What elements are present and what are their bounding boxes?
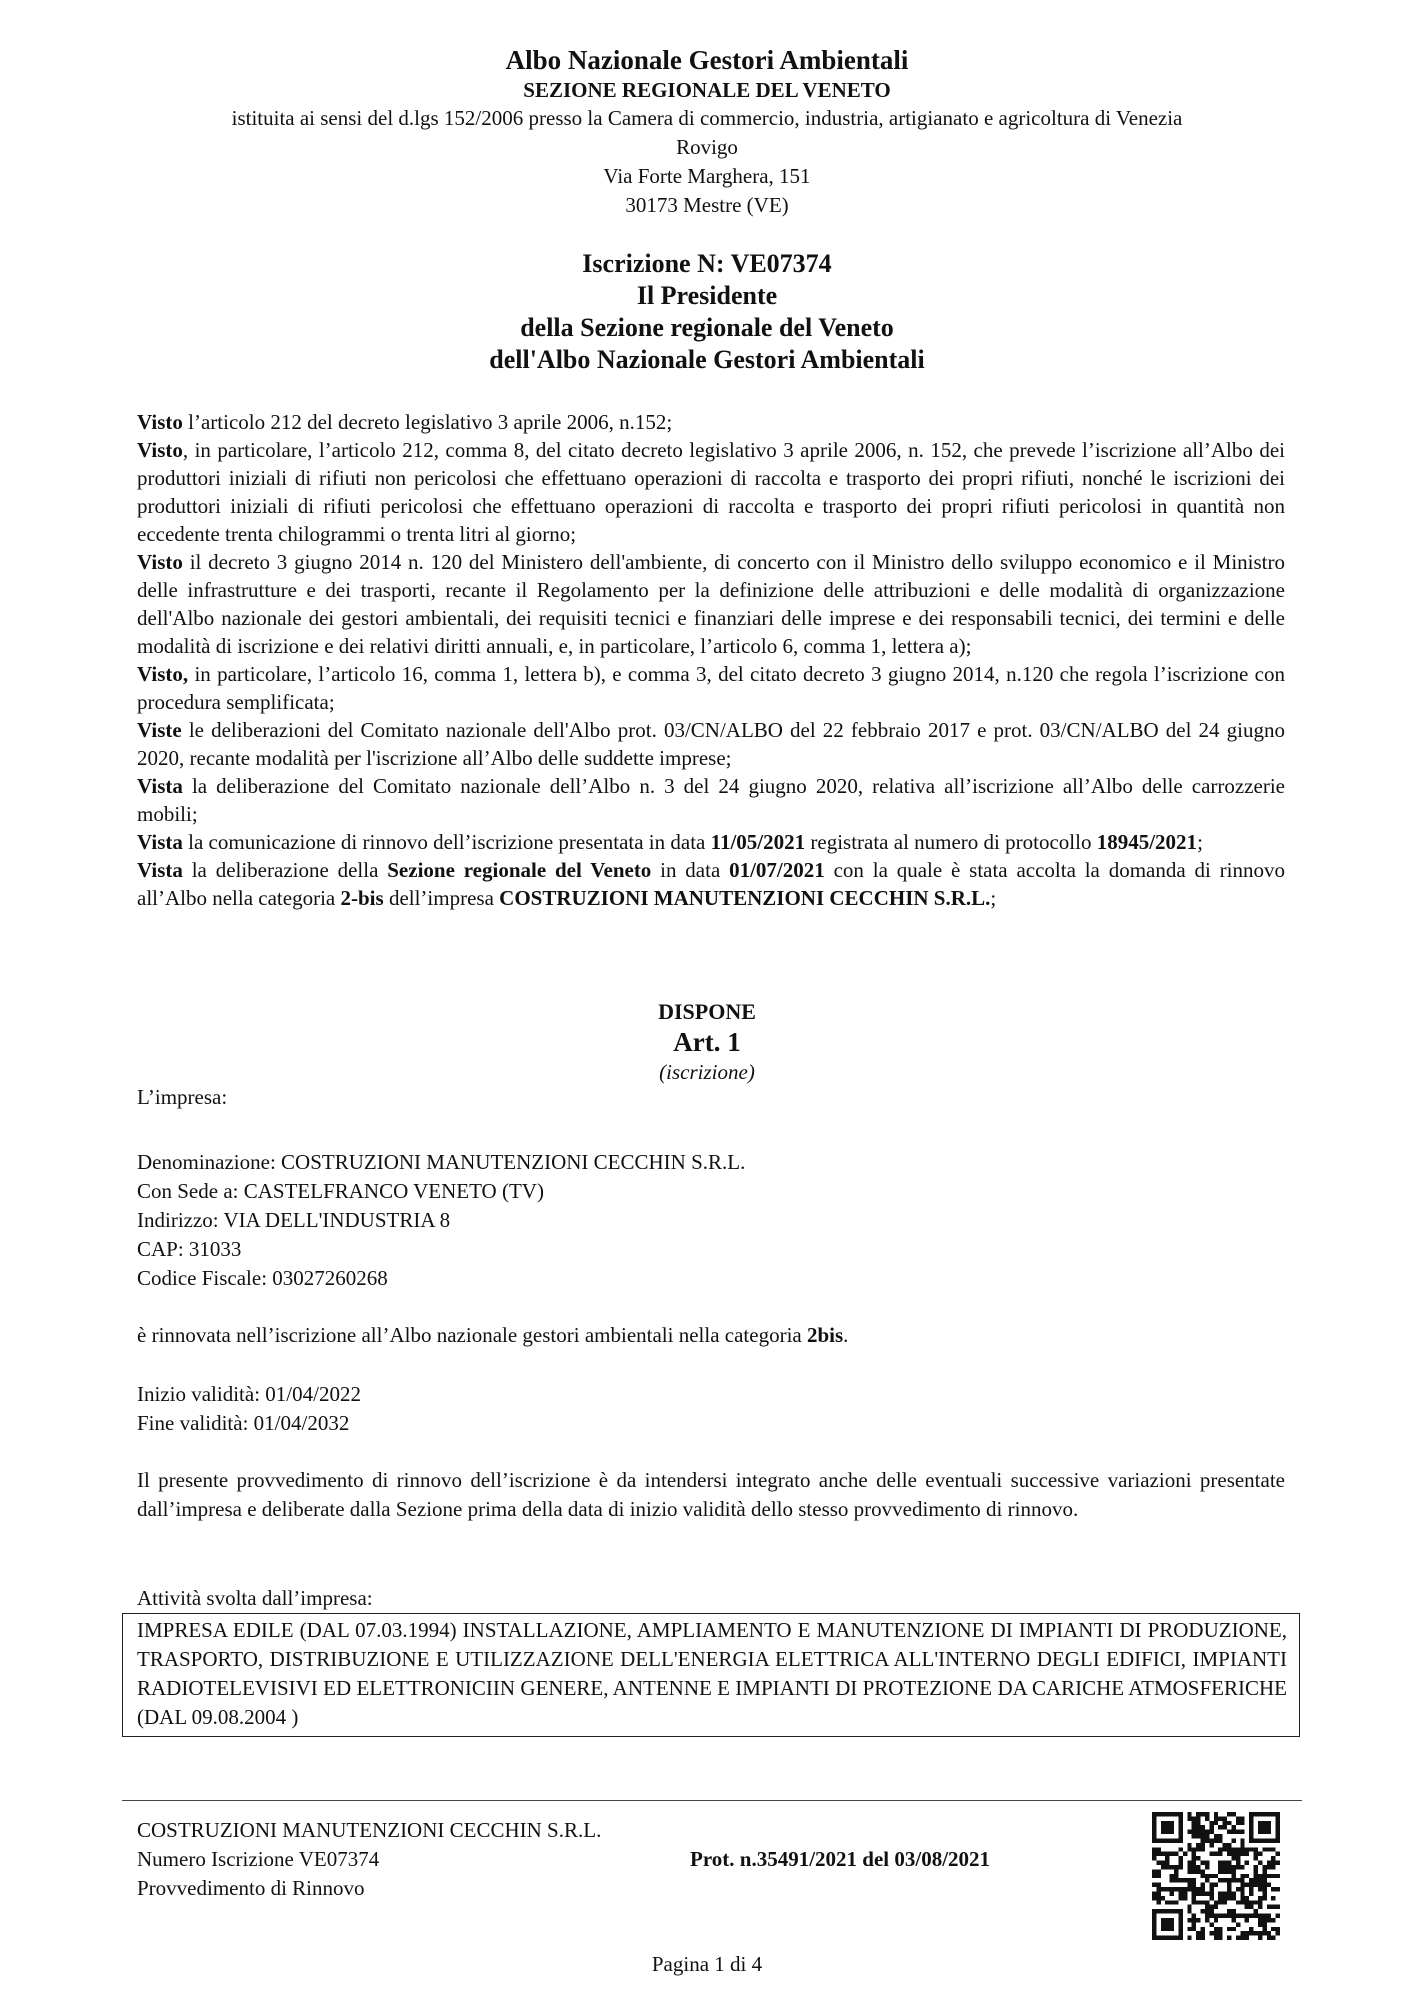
dispone-title: DISPONE	[658, 999, 756, 1024]
company-indirizzo: Indirizzo: VIA DELL'INDUSTRIA 8	[137, 1208, 451, 1232]
footer-divider	[122, 1800, 1302, 1801]
header-rovigo-line: Rovigo	[676, 135, 738, 159]
premise-paragraph	[137, 716, 1285, 772]
document-title	[0, 248, 1414, 376]
premise-lead: Visto	[137, 438, 183, 462]
page-number: Pagina 1 di 4	[651, 1952, 763, 1976]
renewal-end: .	[843, 1323, 849, 1347]
premise-paragraph	[137, 436, 1285, 548]
validity-end: Fine validità: 01/04/2032	[137, 1411, 350, 1435]
header-city-line: 30173 Mestre (VE)	[625, 193, 789, 217]
presidente-heading: Il Presidente	[636, 281, 778, 310]
deliberazione-sezione: Sezione regionale del Veneto	[387, 858, 652, 882]
premise-lead: Vista	[137, 858, 183, 882]
premise-text: ;	[990, 886, 997, 910]
premise-deliberazione	[137, 856, 1285, 912]
premise-text: le deliberazioni del Comitato nazionale dell'Albo prot. 03/CN/ALBO del 22 febbraio 2017 e prot. 03/CN/ALBO del 24 giugno 2020, recante modalità per l'iscrizione all’Albo delle suddette imprese;	[137, 718, 1285, 770]
renewal-statement	[137, 1321, 1285, 1350]
sezione-title: SEZIONE REGIONALE DEL VENETO	[523, 78, 891, 102]
premise-lead: Viste	[137, 718, 182, 742]
activity-text: IMPRESA EDILE (DAL 07.03.1994) INSTALLAZIONE, AMPLIAMENTO E MANUTENZIONE DI IMPIANTI DI PRODUZIONE, TRASPORTO, DISTRIBUZIONE E UTILIZZAZIONE DELL'ENERGIA ELETTRICA ALL'INTERNO DEGLI EDIFICI, IMPIANTI RADIOTELEVISIVI ED ELETTRONICIIN GENERE, ANTENNE E IMPIANTI DI PROTEZIONE DA CARICHE ATMOSFERICHE (DAL 09.08.2004 )	[137, 1618, 1287, 1729]
renewal-text: è rinnovata nell’iscrizione all’Albo nazionale gestori ambientali nella categoria	[137, 1323, 807, 1347]
header-street-line: Via Forte Marghera, 151	[603, 164, 811, 188]
company-denominazione: Denominazione: COSTRUZIONI MANUTENZIONI CECCHIN S.R.L.	[137, 1150, 746, 1174]
header-address	[0, 104, 1414, 220]
validity-start: Inizio validità: 01/04/2022	[137, 1382, 361, 1406]
footer-info	[137, 1816, 601, 1903]
premise-paragraph	[137, 772, 1285, 828]
premise-lead: Visto	[137, 410, 183, 434]
premise-text: ;	[1197, 830, 1203, 854]
validity-period	[137, 1380, 1285, 1438]
provvedimento-note: Il presente provvedimento di rinnovo dell’iscrizione è da intendersi integrato anche delle eventuali successive variazioni presentate dall’impresa e deliberate dalla Sezione prima della data di inizio validità dello stesso provvedimento di rinnovo.	[137, 1468, 1285, 1521]
premise-text: l’articolo 212 del decreto legislativo 3 aprile 2006, n.152;	[182, 410, 673, 434]
renewal-categoria: 2bis	[806, 1323, 844, 1347]
dispone-heading	[0, 998, 1414, 1086]
premise-paragraph	[137, 408, 1285, 436]
premise-text: la comunicazione di rinnovo dell’iscrizione presentata in data	[182, 830, 711, 854]
premise-text: in data	[651, 858, 730, 882]
company-cap: CAP: 31033	[137, 1237, 242, 1261]
premise-text: il decreto 3 giugno 2014 n. 120 del Ministero dell'ambiente, di concerto con il Ministro dello sviluppo economico e il Ministro delle infrastrutture e dei trasporti, recante il Regolamento per la definizione delle attribuzioni e delle modalità di organizzazione dell'Albo nazionale dei gestori ambientali, dei requisiti tecnici e finanziari delle imprese e dei responsabili tecnici, dei termini e delle modalità di iscrizione e dei relativi diritti annuali, e, in particolare, l’articolo 6, comma 1, lettera a);	[137, 550, 1285, 658]
activity-label: Attività svolta dall’impresa:	[137, 1586, 373, 1610]
iscrizione-number: Iscrizione N: VE07374	[582, 249, 832, 278]
albo-heading: dell'Albo Nazionale Gestori Ambientali	[489, 345, 925, 374]
premise-text: in particolare, l’articolo 16, comma 1, lettera b), e comma 3, del citato decreto 3 giugno 2014, n.120 che regola l’iscrizione con procedura semplificata;	[137, 662, 1285, 714]
company-details	[137, 1148, 1285, 1293]
sezione-heading: della Sezione regionale del Veneto	[520, 313, 894, 342]
comunicazione-date: 11/05/2021	[710, 830, 806, 854]
impresa-label: L’impresa:	[137, 1085, 228, 1109]
deliberazione-impresa: COSTRUZIONI MANUTENZIONI CECCHIN S.R.L.	[499, 886, 991, 910]
footer-company: COSTRUZIONI MANUTENZIONI CECCHIN S.R.L.	[137, 1818, 602, 1842]
activity-box	[122, 1613, 1300, 1737]
footer-protocol: Prot. n.35491/2021 del 03/08/2021	[690, 1847, 991, 1871]
article-subtitle: (iscrizione)	[659, 1060, 755, 1084]
premise-lead: Visto	[137, 550, 183, 574]
premise-text: con la quale è stata accolta la domanda di rinnovo all’Albo nella categoria	[137, 858, 1285, 910]
comunicazione-protocol: 18945/2021	[1096, 830, 1198, 854]
premise-lead: Vista	[137, 774, 183, 798]
company-sede: Con Sede a: CASTELFRANCO VENETO (TV)	[137, 1179, 544, 1203]
footer-numero: Numero Iscrizione VE07374	[137, 1847, 380, 1871]
footer-tipo: Provvedimento di Rinnovo	[137, 1876, 365, 1900]
header-istituita-line: istituita ai sensi del d.lgs 152/2006 presso la Camera di commercio, industria, artigianato e agricoltura di Venezia	[231, 106, 1183, 130]
premise-paragraph	[137, 548, 1285, 660]
premises-section	[137, 408, 1285, 912]
qr-code-icon	[1152, 1812, 1280, 1940]
company-codice-fiscale: Codice Fiscale: 03027260268	[137, 1266, 388, 1290]
premise-text: dell’impresa	[383, 886, 500, 910]
premise-lead: Vista	[137, 830, 183, 854]
albo-title: Albo Nazionale Gestori Ambientali	[505, 45, 909, 75]
deliberazione-date: 01/07/2021	[729, 858, 825, 882]
premise-text: la deliberazione del Comitato nazionale dell’Albo n. 3 del 24 giugno 2020, relativa all’iscrizione all’Albo delle carrozzerie mobili;	[137, 774, 1285, 826]
premise-paragraph	[137, 660, 1285, 716]
premise-comunicazione	[137, 828, 1285, 856]
premise-text: la deliberazione della	[182, 858, 388, 882]
deliberazione-categoria: 2-bis	[340, 886, 384, 910]
article-title: Art. 1	[673, 1027, 741, 1057]
premise-text: registrata al numero di protocollo	[805, 830, 1097, 854]
premise-text: , in particolare, l’articolo 212, comma 8, del citato decreto legislativo 3 aprile 2006, n. 152, che prevede l’iscrizione all’Albo dei produttori iniziali di rifiuti non pericolosi che effettuano operazioni di raccolta e trasporto dei propri rifiuti, nonché le iscrizioni dei produttori iniziali di rifiuti pericolosi che effettuano operazioni di raccolta e trasporto dei propri rifiuti pericolosi in quantità non eccedente trenta chilogrammi o trenta litri al giorno;	[137, 438, 1285, 546]
premise-lead: Visto,	[137, 662, 189, 686]
